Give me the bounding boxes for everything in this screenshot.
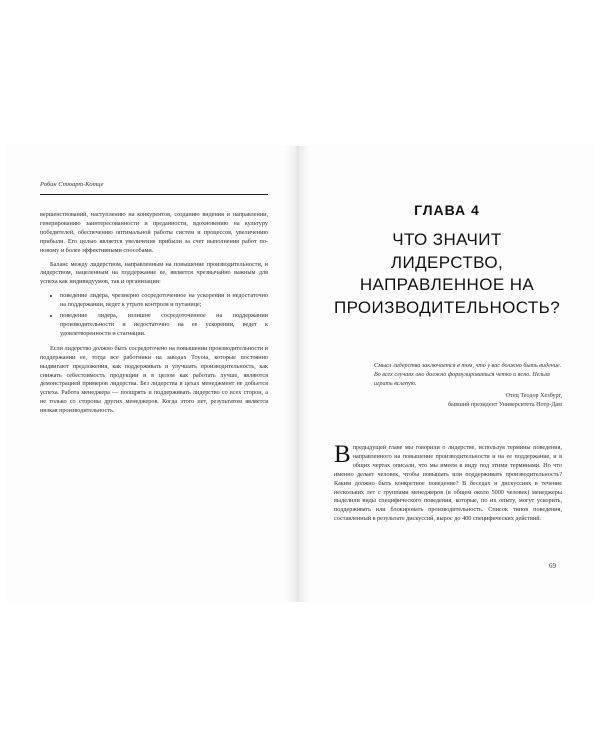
chapter-title-line-4: ПРОИЗВОДИТЕЛЬНОСТЬ? xyxy=(333,297,561,317)
bullet-item-1: • поведение лидера, чрезмерно сосредоточенное на ускорении и недостаточно на поддержании, ведет к утрате контроля и путанице; xyxy=(60,292,268,310)
book-gutter xyxy=(286,146,310,602)
right-body-text xyxy=(334,441,562,524)
chapter-title xyxy=(302,229,592,319)
chapter-title-line-1: ЧТО ЗНАЧИТ xyxy=(392,230,502,249)
chapter-title-line-2: ЛИДЕРСТВО, xyxy=(390,252,504,272)
epigraph-author-title: бывший президент Университета Нотр-Дам xyxy=(448,402,562,409)
chapter-title-line-3: НАПРАВЛЕННОЕ НА xyxy=(359,275,535,294)
header-rule xyxy=(40,194,268,195)
paragraph-2: Баланс между лидерством, направленным на повышение производительности, и лидерством, нацеленным на поддержание ее, является чрезвычайно важным для успеха как индивидуумов, так и организации: xyxy=(40,260,268,286)
left-body-text xyxy=(40,211,268,421)
epigraph-text: Смысл лидерства заключается в том, что у вас должно быть видение. Во всех случаях оно должно формулироваться четко и ясно. Нельзя играть вслепую. xyxy=(374,363,562,387)
paragraph-1: вершенствований, наступлению на конкурентов, созданию видения и направлении, генерированию заинтересованности и преданности, вдохновению на культуру победителей, обеспечению оптимальной работы систем и процессов, увеличению прибыли. Его целью является увеличение прибыли за счет выполнения работ по-новому и более эффективными способами. xyxy=(40,211,268,254)
body-paragraph: предыдущей главе мы говорили о лидерстве, используя термины поведения, направленного на повышение производительности и на ее поддержание, и в общих чертах описали, что мы имеем в виду под этими терминами. Но что именно делает человек, чтобы повышать или поддерживать производительность? Каким должно быть конкретное поведение? В беседах и дискуссиях в течение нескольких лет с группами менеджеров (в общем около 5000 человек) менеджеры выделили виды специфического поведения, которые, по их опыту, могут ускорить, поддерживать или блокировать производительность. Список типов поведения, составленный в результате дискуссий, вырос до 400 специфических действий. xyxy=(334,444,562,523)
left-page xyxy=(8,146,298,602)
page-number: 69 xyxy=(549,562,556,570)
paragraph-3: Если лидерство должно быть сосредоточено на повышении производительности и поддержании ее, тогда все работники на заводах Toyota, которые постоянно выдвигают предложения, как поддерживать и улучшать производительность, как снижать себестоимость продукции и в целом как работать лучше, являются демонстрацией примеров лидерства. Без лидерства в цехах менеджмент не добьется успеха. Работа менеджера — поощрять и поддерживать лидерство со всех сторон, а не только со стороны других менеджеров. Когда этого нет, результатом является низкая производительность. xyxy=(40,344,268,415)
epigraph xyxy=(374,362,562,410)
right-page xyxy=(302,146,592,602)
epigraph-attribution xyxy=(374,392,562,410)
epigraph-author-name: Отец Теодор Хезбург, xyxy=(505,393,562,400)
running-head: Робин Стюарт-Котце xyxy=(40,181,104,188)
chapter-label: ГЛАВА 4 xyxy=(414,202,480,218)
bullet-item-2: • поведение лидера, излишне сосредоточенное на поддержании производительности и недостаточно на ее ускорении, ведет к удовлетворенности и стагнации. xyxy=(60,312,268,339)
bullet-list xyxy=(40,292,268,339)
drop-cap: В xyxy=(334,441,351,468)
